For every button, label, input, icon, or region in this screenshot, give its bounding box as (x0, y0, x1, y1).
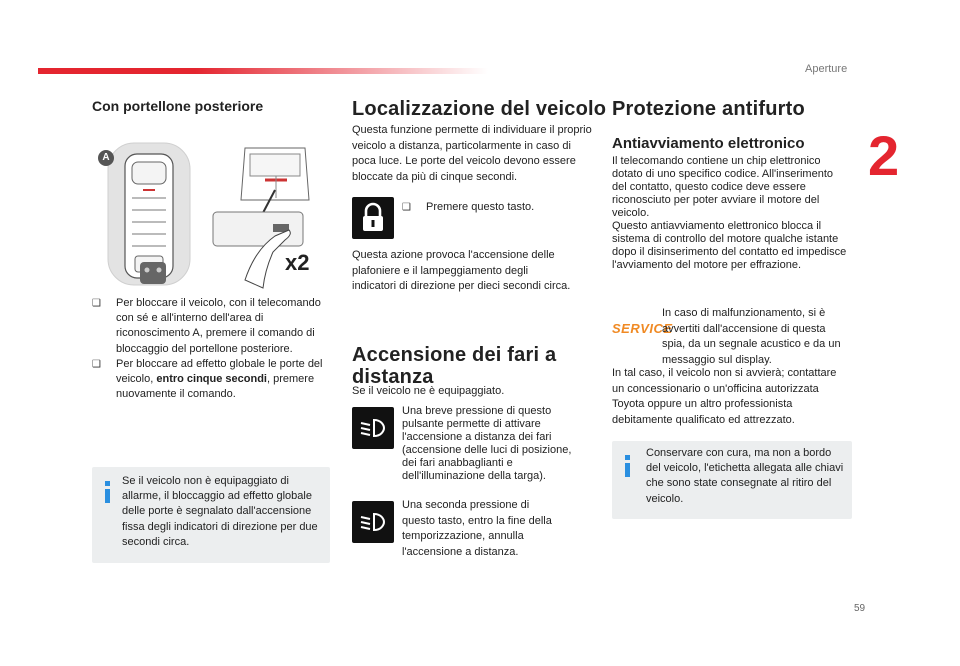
heading-immobilizer: Antiavviamento elettronico (612, 135, 805, 152)
bullet-icon: ❑ (92, 358, 101, 370)
instructions-list (92, 296, 324, 402)
immobilizer-para-2: Questo antiavviamento elettronico blocca il sistema di controllo del motore qualche istante dopo il disinserimento del contatto ed impedisce l'avviamento del motore per effrazione. (612, 220, 847, 271)
immobilizer-para-1: Il telecomando contiene un chip elettronico dotato di uno specifico codice. All'inserimento del contatto, questo codice deve essere riconosciuto per poter avviare il motore del veicolo. (612, 155, 834, 219)
info-box-alarm (92, 467, 330, 563)
info-icon (102, 481, 112, 503)
header-accent-bar (38, 68, 488, 74)
heading-locate-vehicle: Localizzazione del veicolo (352, 98, 607, 120)
figure-tailgate-lock (95, 140, 315, 290)
headlight-button-1 (352, 407, 394, 449)
heading-antitheft: Protezione antifurto (612, 98, 805, 120)
page-number: 59 (854, 603, 866, 614)
info-box-key-label (612, 441, 852, 519)
headlight-text-2: Una seconda pressione di questo tasto, entro la fine della temporizzazione, annulla l'accensione a distanza. (402, 499, 552, 558)
press-twice-label: x2 (285, 250, 310, 275)
locate-result: Questa azione provoca l'accensione delle plafoniere e il lampeggiamento degli indicatori di direzione per dieci secondi circa. (352, 249, 571, 292)
padlock-icon (352, 197, 394, 239)
chapter-number: 2 (868, 124, 900, 187)
low-beam-icon (352, 501, 394, 543)
bullet-text-emphasis: entro cinque secondi (156, 373, 267, 386)
heading-tailgate: Con portellone posteriore (92, 98, 264, 114)
heading-remote-lights: Accensione dei fari a distanza (352, 344, 557, 388)
bullet-text: Per bloccare il veicolo, con il telecomando con sé e all'interno dell'area di riconoscimento A, premere il comando di bloccaggio del portellone posteriore. (116, 297, 321, 355)
lock-instruction-text: Premere questo tasto. (426, 201, 535, 213)
bullet-text-start: Per bloccare ad effetto globale le porte del veicolo, (116, 357, 323, 386)
locate-intro: Questa funzione permette di individuare il proprio veicolo a distanza, particolarmente in caso di poca luce. Le porte del veicolo devono essere bloccate da più di cinque secondi. (352, 124, 592, 183)
info-icon (622, 455, 632, 477)
equipped-note: Se il veicolo ne è equipaggiato. (352, 385, 505, 397)
van-illustration (95, 140, 315, 290)
lock-instruction (402, 200, 606, 215)
bullet-icon: ❑ (92, 298, 101, 309)
info-text: Conservare con cura, ma non a bordo del veicolo, l'etichetta allegata alle chiavi che sono state consegnate al ritiro del veicolo. (646, 447, 844, 505)
list-item (92, 357, 324, 403)
service-text: In caso di malfunzionamento, si è avvertiti dall'accensione di questa spia, da un segnale acustico e da un messaggio sul display. (662, 307, 841, 366)
low-beam-icon (352, 407, 394, 449)
area-marker-a: A (98, 150, 114, 166)
headlight-text-1: Una breve pressione di questo pulsante permette di attivare l'accensione a distanza dei fari (accensione delle luci di posizione, dei fari anabbaglianti e dell'illuminazione della targa). (402, 405, 572, 482)
bullet-text-end: , premere nuovamente il comando. (116, 373, 315, 401)
headlight-button-2 (352, 501, 394, 543)
service-followup: In tal caso, il veicolo non si avvierà; contattare un concessionario o un'officina autorizzata Toyota oppure un altro professionista debitamente qualificato ed attrezzato. (612, 367, 837, 426)
bullet-icon: ❑ (402, 202, 411, 213)
service-warning-icon: SERVICE (612, 321, 673, 336)
list-item (92, 296, 324, 357)
lock-button-icon (352, 197, 394, 239)
info-text: Se il veicolo non è equipaggiato di allarme, il bloccaggio ad effetto globale delle porte è segnalato dall'accensione fissa degli indicatori di direzione per due secondi circa. (122, 475, 318, 548)
section-title: Aperture (805, 63, 848, 75)
